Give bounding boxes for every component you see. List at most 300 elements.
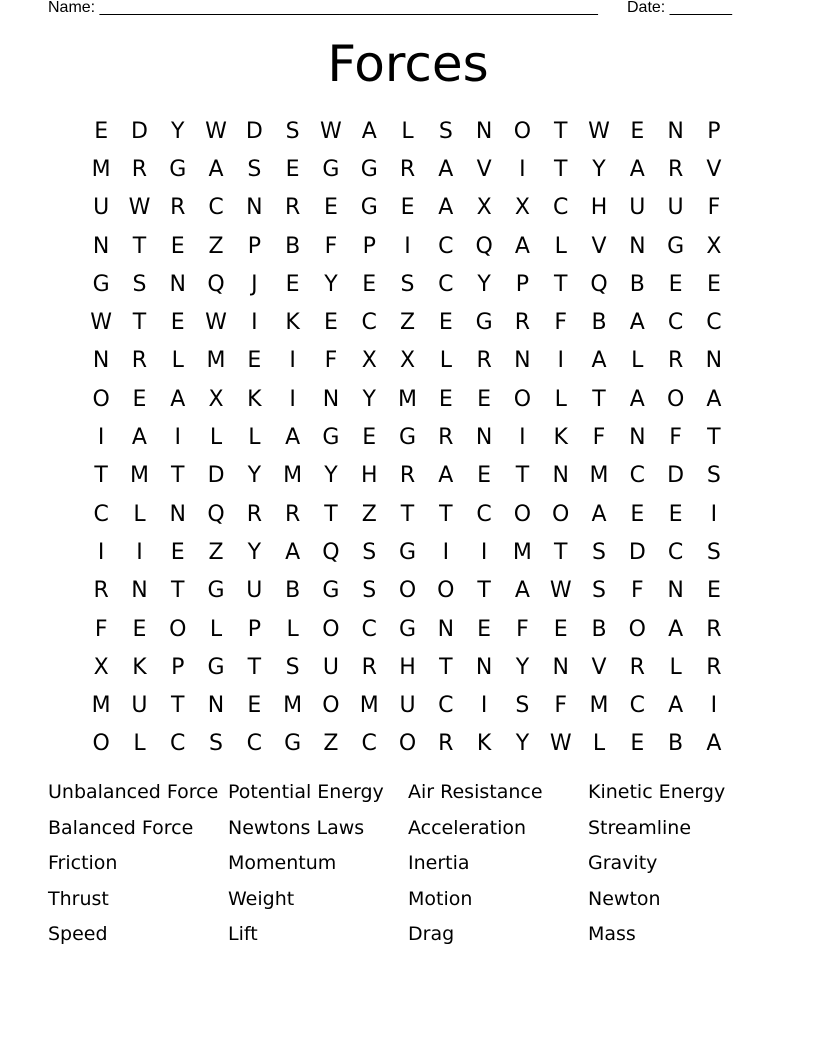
grid-letter: Y	[171, 118, 185, 144]
grid-letter: S	[592, 578, 606, 604]
grid-letter: N	[207, 693, 225, 719]
grid-letter: M	[359, 693, 379, 719]
grid-letter: U	[667, 195, 684, 221]
word-list-item: Newton	[588, 887, 661, 910]
word-list-item: Inertia	[408, 852, 470, 875]
grid-letter: L	[209, 425, 223, 451]
grid-letter: Y	[247, 539, 262, 565]
grid-letter: E	[94, 118, 109, 144]
grid-letter: S	[247, 156, 262, 182]
grid-letter: E	[170, 310, 185, 336]
grid-letter: I	[710, 501, 718, 527]
grid-letter: N	[705, 348, 723, 374]
grid-letter: E	[362, 271, 377, 297]
grid-letter: T	[477, 578, 491, 604]
word-list-item: Newtons Laws	[228, 816, 365, 839]
grid-letter: K	[476, 731, 492, 757]
grid-letter: F	[516, 616, 529, 642]
grid-letter: Y	[247, 463, 262, 489]
grid-letter: M	[283, 693, 303, 719]
grid-letter: T	[707, 425, 721, 451]
grid-letter: R	[93, 578, 109, 604]
grid-letter: C	[667, 539, 684, 565]
grid-letter: Z	[361, 501, 377, 527]
grid-letter: N	[92, 348, 110, 374]
grid-letter: Y	[362, 386, 376, 412]
grid-letter: S	[438, 118, 453, 144]
grid-letter: N	[629, 233, 646, 259]
grid-letter: E	[630, 731, 645, 757]
grid-letter: D	[667, 463, 685, 489]
grid-letter: L	[209, 616, 223, 642]
grid-letter: S	[285, 118, 300, 144]
grid-letter: V	[476, 156, 492, 182]
word-search-grid	[82, 112, 733, 763]
grid-letter: C	[93, 501, 109, 527]
grid-letter: E	[477, 386, 492, 412]
word-bank	[48, 778, 768, 956]
grid-letter: Y	[324, 463, 338, 489]
grid-letter: N	[475, 425, 493, 451]
grid-letter: A	[629, 156, 645, 182]
grid-letter: N	[437, 616, 455, 642]
grid-letter: C	[361, 731, 377, 757]
grid-letter: A	[591, 501, 607, 527]
grid-letter: A	[668, 693, 684, 719]
grid-letter: R	[438, 425, 454, 451]
grid-letter: L	[592, 731, 606, 757]
grid-letter: A	[285, 425, 301, 451]
grid-letter: L	[631, 348, 644, 374]
word-list-item: Momentum	[228, 852, 337, 875]
grid-letter: W	[588, 118, 610, 144]
grid-letter: O	[398, 731, 417, 757]
word-list-item: Air Resistance	[408, 781, 543, 803]
grid-letter: S	[209, 731, 224, 757]
grid-letter: A	[591, 348, 607, 374]
grid-letter: O	[322, 693, 340, 719]
grid-letter: V	[591, 654, 607, 680]
grid-letter: T	[515, 463, 530, 489]
grid-letter: R	[514, 310, 531, 336]
grid-letter: Q	[475, 233, 493, 259]
grid-letter: I	[404, 233, 411, 259]
grid-letter: A	[438, 156, 454, 182]
grid-letter: R	[399, 156, 416, 182]
grid-letter: R	[706, 616, 722, 642]
grid-letter: E	[438, 386, 453, 412]
grid-letter: T	[400, 501, 415, 527]
grid-letter: Q	[322, 539, 340, 565]
word-list-item: Acceleration	[408, 816, 527, 839]
grid-letter: R	[629, 654, 645, 680]
grid-letter: F	[669, 425, 682, 451]
grid-letter: S	[285, 654, 300, 680]
grid-letter: V	[591, 233, 607, 259]
grid-letter: M	[129, 463, 149, 489]
grid-letter: E	[132, 386, 147, 412]
grid-letter: R	[170, 195, 186, 221]
grid-letter: L	[554, 233, 567, 259]
grid-letter: I	[519, 425, 526, 451]
grid-letter: F	[554, 310, 568, 336]
grid-letter: I	[136, 539, 143, 565]
grid-letter: X	[476, 195, 492, 221]
word-list-item: Thrust	[48, 887, 109, 910]
grid-letter: E	[170, 233, 185, 259]
grid-letter: A	[629, 386, 645, 412]
grid-letter: L	[133, 731, 146, 757]
grid-letter: P	[247, 616, 261, 642]
grid-letter: R	[476, 348, 492, 374]
grid-letter: C	[629, 693, 645, 719]
grid-letter: V	[706, 156, 722, 182]
grid-letter: Z	[323, 731, 339, 757]
word-list-item: Potential Energy	[228, 781, 384, 803]
grid-letter: N	[322, 386, 340, 412]
grid-letter: C	[170, 731, 186, 757]
grid-letter: X	[93, 654, 109, 680]
grid-letter: I	[97, 425, 105, 451]
grid-letter: T	[553, 156, 568, 182]
grid-letter: G	[169, 156, 187, 182]
grid-letter: A	[438, 195, 454, 221]
grid-letter: G	[207, 578, 225, 604]
grid-letter: T	[592, 386, 606, 412]
grid-letter: G	[322, 156, 340, 182]
grid-letter: F	[324, 233, 338, 259]
grid-letter: R	[284, 195, 301, 221]
grid-letter: E	[285, 271, 300, 297]
grid-letter: U	[93, 195, 110, 221]
grid-letter: A	[170, 386, 186, 412]
grid-letter: S	[400, 271, 415, 297]
grid-letter: L	[669, 654, 682, 680]
grid-letter: U	[131, 693, 148, 719]
grid-letter: F	[94, 616, 108, 642]
grid-letter: P	[247, 233, 261, 259]
grid-letter: G	[284, 731, 302, 757]
grid-letter: T	[439, 654, 453, 680]
grid-letter: T	[94, 463, 108, 489]
grid-letter: S	[515, 693, 530, 719]
grid-letter: E	[170, 539, 185, 565]
grid-letter: G	[360, 156, 378, 182]
grid-letter: I	[289, 348, 296, 374]
grid-letter: C	[208, 195, 224, 221]
word-list-item: Drag	[408, 923, 455, 946]
grid-letter: T	[171, 578, 185, 604]
grid-letter: N	[552, 463, 569, 489]
grid-letter: F	[630, 578, 644, 604]
grid-letter: G	[475, 310, 493, 336]
grid-letter: Z	[208, 539, 224, 565]
grid-letter: E	[477, 616, 492, 642]
grid-letter: M	[283, 463, 303, 489]
grid-letter: O	[513, 501, 532, 527]
grid-letter: Z	[399, 310, 416, 336]
grid-letter: O	[169, 616, 187, 642]
word-list-item: Speed	[48, 923, 108, 946]
grid-letter: E	[362, 425, 377, 451]
grid-letter: X	[208, 386, 224, 412]
page-title: Forces	[327, 35, 489, 93]
grid-letter: R	[284, 501, 301, 527]
grid-letter: A	[514, 578, 530, 604]
grid-letter: A	[438, 463, 454, 489]
grid-letter: G	[92, 271, 110, 297]
grid-letter: C	[553, 195, 569, 221]
grid-letter: Q	[207, 271, 225, 297]
grid-letter: U	[322, 654, 339, 680]
grid-letter: Y	[592, 156, 606, 182]
grid-letter: B	[285, 578, 301, 604]
grid-letter: A	[514, 233, 530, 259]
grid-letter: E	[247, 693, 262, 719]
grid-letter: N	[246, 195, 263, 221]
grid-letter: Q	[590, 271, 608, 297]
grid-letter: D	[628, 539, 646, 565]
grid-letter: P	[515, 271, 530, 297]
grid-letter: W	[90, 310, 113, 336]
grid-letter: C	[361, 310, 377, 336]
grid-letter: L	[133, 501, 146, 527]
grid-letter: S	[132, 271, 147, 297]
grid-letter: G	[322, 425, 340, 451]
word-list-item: Streamline	[588, 816, 692, 839]
grid-letter: F	[592, 425, 606, 451]
grid-letter: F	[324, 348, 338, 374]
grid-letter: D	[130, 118, 148, 144]
grid-letter: E	[323, 310, 338, 336]
grid-letter: L	[401, 118, 414, 144]
grid-letter: G	[398, 425, 417, 451]
grid-letter: E	[553, 616, 568, 642]
grid-letter: P	[362, 233, 376, 259]
word-list-item: Weight	[228, 887, 295, 910]
grid-letter: O	[552, 501, 570, 527]
grid-letter: Y	[515, 731, 530, 757]
grid-letter: N	[475, 118, 493, 144]
grid-letter: E	[132, 616, 147, 642]
grid-letter: L	[554, 386, 567, 412]
grid-letter: E	[668, 501, 683, 527]
grid-letter: M	[91, 156, 111, 182]
grid-letter: I	[251, 310, 258, 336]
grid-letter: O	[513, 118, 532, 144]
grid-letter: U	[399, 693, 416, 719]
grid-letter: N	[667, 118, 684, 144]
grid-letter: M	[398, 386, 418, 412]
grid-letter: T	[171, 463, 185, 489]
grid-letter: M	[589, 693, 609, 719]
grid-letter: S	[362, 578, 377, 604]
grid-letter: W	[549, 731, 572, 757]
grid-letter: B	[629, 271, 645, 297]
grid-letter: E	[400, 195, 415, 221]
grid-letter: E	[323, 195, 338, 221]
word-list-item: Friction	[48, 852, 118, 875]
grid-letter: C	[438, 233, 454, 259]
grid-letter: G	[360, 195, 378, 221]
grid-letter: P	[707, 118, 721, 144]
grid-letter: N	[169, 271, 186, 297]
grid-letter: O	[437, 578, 455, 604]
grid-letter: E	[477, 463, 492, 489]
grid-letter: C	[706, 310, 722, 336]
grid-letter: R	[246, 501, 262, 527]
grid-letter: R	[667, 348, 684, 374]
grid-letter: O	[513, 386, 532, 412]
grid-letter: A	[361, 118, 377, 144]
grid-letter: C	[246, 731, 263, 757]
grid-letter: N	[514, 348, 531, 374]
grid-letter: B	[591, 616, 607, 642]
grid-letter: M	[206, 348, 226, 374]
grid-letter: E	[630, 501, 645, 527]
grid-letter: X	[361, 348, 377, 374]
grid-letter: A	[131, 425, 147, 451]
grid-letter: N	[169, 501, 186, 527]
grid-letter: U	[629, 195, 646, 221]
grid-letter: T	[439, 501, 453, 527]
grid-letter: T	[132, 233, 147, 259]
grid-letter: L	[439, 348, 452, 374]
grid-letter: G	[322, 578, 340, 604]
grid-letter: I	[480, 539, 488, 565]
grid-letter: T	[324, 501, 338, 527]
grid-letter: A	[208, 156, 224, 182]
grid-letter: N	[667, 578, 684, 604]
grid-letter: I	[480, 693, 488, 719]
grid-letter: N	[131, 578, 148, 604]
word-list-item: Motion	[408, 887, 473, 910]
grid-letter: R	[361, 654, 377, 680]
word-list-item: Balanced Force	[48, 816, 194, 839]
grid-letter: G	[667, 233, 685, 259]
grid-letter: B	[285, 233, 301, 259]
grid-letter: X	[706, 233, 722, 259]
grid-letter: D	[207, 463, 225, 489]
grid-letter: F	[554, 693, 568, 719]
grid-letter: I	[289, 386, 296, 412]
grid-letter: C	[361, 616, 377, 642]
grid-letter: O	[398, 578, 417, 604]
grid-letter: B	[668, 731, 684, 757]
grid-letter: K	[553, 425, 568, 451]
name-field-label: Name: ________________________________________________________	[48, 0, 598, 16]
grid-letter: E	[247, 348, 262, 374]
grid-letter: E	[706, 578, 721, 604]
grid-letter: I	[97, 539, 105, 565]
grid-letter: O	[666, 386, 685, 412]
word-list-item: Unbalanced Force	[48, 781, 219, 803]
grid-letter: T	[247, 654, 262, 680]
grid-letter: R	[667, 156, 684, 182]
grid-letter: O	[92, 386, 110, 412]
word-list-item: Gravity	[588, 852, 658, 875]
word-list-item: Mass	[588, 923, 636, 946]
grid-letter: R	[131, 156, 148, 182]
grid-letter: W	[128, 195, 151, 221]
grid-letter: B	[591, 310, 607, 336]
grid-letter: R	[131, 348, 148, 374]
grid-letter: K	[247, 386, 262, 412]
grid-letter: I	[442, 539, 450, 565]
grid-letter: S	[706, 539, 721, 565]
grid-letter: A	[629, 310, 645, 336]
grid-letter: E	[668, 271, 683, 297]
grid-letter: N	[92, 233, 110, 259]
grid-letter: N	[629, 425, 646, 451]
grid-letter: Q	[207, 501, 225, 527]
grid-letter: E	[630, 118, 645, 144]
grid-letter: H	[590, 195, 608, 221]
grid-letter: C	[438, 693, 454, 719]
grid-letter: K	[132, 654, 147, 680]
word-list-item: Kinetic Energy	[588, 781, 726, 803]
grid-letter: C	[438, 271, 454, 297]
date-field-label: Date: _______	[627, 0, 732, 16]
grid-letter: R	[438, 731, 454, 757]
grid-letter: S	[706, 463, 721, 489]
grid-letter: O	[628, 616, 646, 642]
grid-letter: G	[398, 539, 417, 565]
grid-letter: T	[553, 118, 568, 144]
grid-letter: E	[285, 156, 300, 182]
grid-letter: M	[512, 539, 532, 565]
grid-letter: R	[399, 463, 416, 489]
grid-letter: I	[710, 693, 718, 719]
grid-letter: Z	[208, 233, 224, 259]
grid-letter: L	[248, 425, 261, 451]
grid-letter: P	[171, 654, 185, 680]
grid-letter: N	[475, 654, 493, 680]
grid-letter: O	[92, 731, 110, 757]
grid-letter: N	[552, 654, 569, 680]
grid-letter: T	[132, 310, 147, 336]
grid-letter: T	[553, 271, 568, 297]
grid-letter: W	[205, 118, 227, 144]
grid-letter: M	[589, 463, 609, 489]
grid-letter: L	[171, 348, 184, 374]
grid-letter: I	[557, 348, 564, 374]
grid-letter: A	[706, 386, 722, 412]
grid-letter: Y	[324, 271, 338, 297]
grid-letter: A	[706, 731, 722, 757]
grid-letter: Y	[515, 654, 530, 680]
grid-letter: H	[360, 463, 378, 489]
grid-letter: S	[362, 539, 377, 565]
word-list-item: Lift	[228, 923, 258, 946]
grid-letter: X	[514, 195, 530, 221]
grid-letter: M	[91, 693, 111, 719]
grid-letter: T	[553, 539, 568, 565]
grid-letter: I	[519, 156, 526, 182]
grid-letter: G	[207, 654, 225, 680]
grid-letter: O	[322, 616, 340, 642]
grid-letter: I	[174, 425, 181, 451]
grid-letter: H	[399, 654, 416, 680]
grid-letter: W	[205, 310, 227, 336]
grid-letter: S	[592, 539, 606, 565]
grid-letter: U	[246, 578, 263, 604]
grid-letter: A	[668, 616, 684, 642]
grid-letter: Y	[477, 271, 491, 297]
grid-letter: L	[286, 616, 299, 642]
grid-letter: C	[476, 501, 492, 527]
grid-letter: E	[706, 271, 721, 297]
